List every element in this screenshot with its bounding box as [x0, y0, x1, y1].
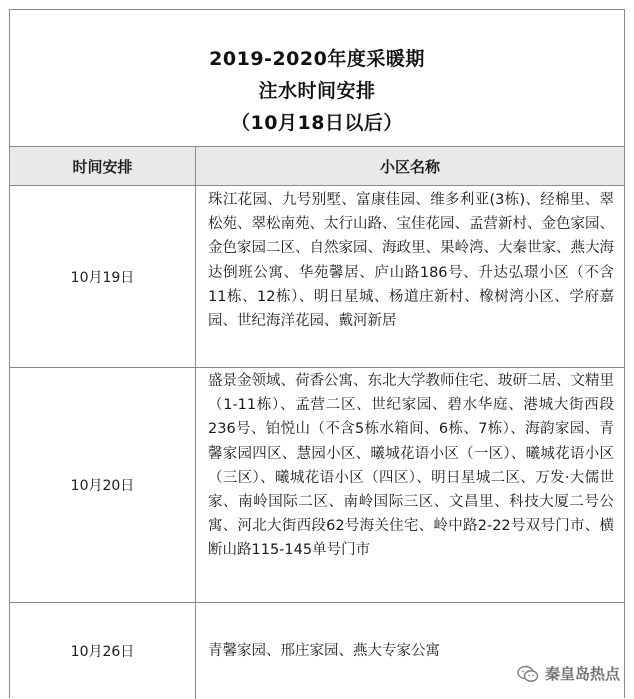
- table-row: [10, 368, 624, 603]
- table-row: [10, 186, 624, 368]
- wechat-icon: [517, 665, 539, 683]
- row-communities: 青馨家园、邢庄家园、燕大专家公寓: [196, 603, 624, 699]
- table-row: [10, 603, 624, 699]
- title-block: [10, 10, 624, 146]
- row-date: 10月20日: [10, 368, 196, 602]
- header-community: 小区名称: [196, 147, 624, 185]
- watermark-text: 秦皇岛热点: [545, 663, 620, 684]
- row-date: 10月26日: [10, 603, 196, 699]
- row-communities: 珠江花园、九号别墅、富康佳园、维多利亚(3栋)、经棉里、翠松苑、翠松南苑、太行山路、宝佳花园、孟营新村、金色家园、金色家园二区、自然家园、海政里、果岭湾、大秦世家、燕大海达倒班公寓、华苑馨居、庐山路186号、升达弘璟小区（不含11栋、12栋）、明日星城、杨道庄新村、橡树湾小区、学府嘉园、世纪海洋花园、戴河新居: [196, 186, 624, 367]
- header-time: 时间安排: [10, 147, 196, 185]
- row-communities: 盛景金领域、荷香公寓、东北大学教师住宅、玻研二居、文精里（1-11栋）、孟营二区、世纪家园、碧水华庭、港城大街西段236号、铂悦山（不含5栋水箱间、6栋、7栋）、海韵家园、青馨家园四区、慧园小区、曦城花语小区（一区）、曦城花语小区（三区）、曦城花语小区（四区）、明日星城二区、万发·大儒世家、南岭国际二区、南岭国际三区、文昌里、科技大厦二号公寓、河北大街西段62号海关住宅、岭中路2-22号双号门市、横断山路115-145单号门市: [196, 368, 624, 602]
- title-line-topic: 注水时间安排: [10, 75, 624, 107]
- schedule-sheet: [9, 9, 625, 698]
- watermark: [517, 663, 620, 684]
- title-line-date-range: （10月18日以后）: [10, 107, 624, 139]
- title-line-season: 2019-2020年度采暖期: [10, 43, 624, 75]
- table-header-row: [10, 146, 624, 186]
- row-date: 10月19日: [10, 186, 196, 367]
